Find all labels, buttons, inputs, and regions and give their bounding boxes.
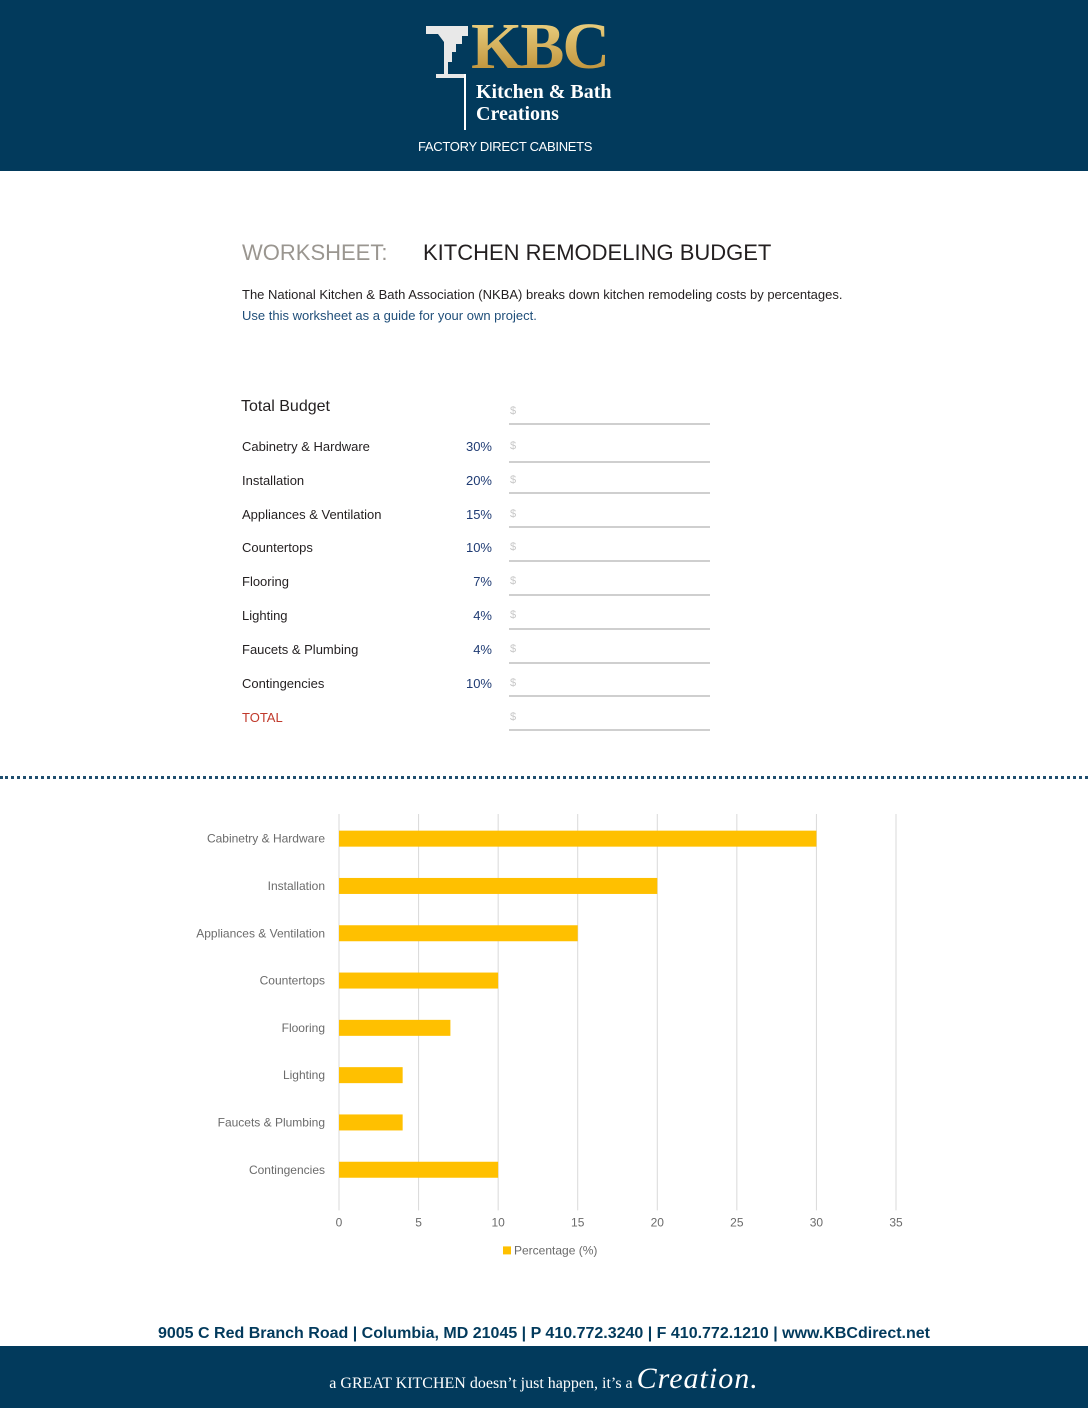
worksheet-label: WORKSHEET: [242, 240, 388, 265]
total-budget-label: Total Budget [241, 398, 330, 415]
intro-text: The National Kitchen & Bath Association (NKBA) breaks down kitchen remodeling costs by percentages. [242, 287, 843, 302]
currency-symbol: $ [510, 405, 517, 417]
budget-row-input-line[interactable] [509, 526, 710, 528]
currency-symbol: $ [510, 677, 517, 689]
chart-tick-label: 15 [571, 1215, 585, 1230]
chart-tick-label: 5 [415, 1215, 422, 1230]
budget-row-label: Countertops [242, 540, 313, 555]
budget-row-percent: 4% [473, 642, 492, 657]
chart-tick-label: 10 [491, 1215, 505, 1230]
budget-row-label: Lighting [242, 608, 288, 623]
chart-category-label: Installation [267, 878, 325, 893]
budget-row-input-line[interactable] [509, 594, 710, 596]
chart-bar [339, 1114, 403, 1130]
slogan-script-text: Creation. [636, 1362, 759, 1395]
chart-tick-label: 25 [730, 1215, 744, 1230]
budget-row-label: Installation [242, 473, 305, 488]
chart-category-label: Cabinetry & Hardware [206, 831, 325, 846]
currency-symbol: $ [510, 508, 517, 520]
budget-row-percent: 15% [465, 507, 492, 522]
chart-category-label: Flooring [281, 1020, 325, 1035]
budget-row-input-line[interactable] [509, 628, 710, 630]
intro-guide-text: Use this worksheet as a guide for your own project. [242, 308, 537, 323]
total-budget-input-line[interactable] [509, 423, 710, 425]
footer-slogan [0, 1362, 1088, 1396]
header-banner [0, 0, 1088, 171]
chart-bar [339, 1162, 498, 1178]
chart-bar [339, 1067, 403, 1083]
chart-bar [339, 973, 498, 989]
slogan-text: a GREAT KITCHEN doesn’t just happen, it’s a [329, 1375, 633, 1392]
currency-symbol: $ [510, 440, 517, 452]
budget-row-input-line[interactable] [509, 560, 710, 562]
chart-legend-label: Percentage (%) [514, 1243, 598, 1258]
chart-category-label: Contingencies [248, 1162, 325, 1177]
logo-subtitle-line2: Creations [476, 103, 559, 125]
budget-row-percent: 10% [465, 540, 492, 555]
contact-address: 9005 C Red Branch Road | Columbia, MD 21045 | P 410.772.3240 | F 410.772.1210 | www.KBCdirect.net [157, 1325, 930, 1342]
chart-bar [339, 925, 578, 941]
budget-row-input-line[interactable] [509, 662, 710, 664]
chart-tick-label: 30 [809, 1215, 824, 1230]
chart-category-label: Lighting [282, 1068, 325, 1083]
total-row-label: TOTAL [242, 710, 283, 725]
budget-row-percent: 4% [473, 608, 492, 623]
logo-subtitle-line1: Kitchen & Bath [476, 81, 612, 103]
chart-tick-label: 0 [335, 1215, 343, 1230]
chart-bar [339, 831, 816, 847]
chart-category-label: Countertops [259, 973, 325, 988]
budget-row-label: Flooring [242, 574, 289, 589]
chart-tick-label: 20 [650, 1215, 664, 1230]
logo-divider [464, 74, 466, 130]
currency-symbol: $ [510, 643, 517, 655]
budget-row-input-line[interactable] [509, 695, 710, 697]
currency-symbol: $ [510, 711, 517, 723]
budget-row-label: Appliances & Ventilation [242, 507, 382, 522]
kbc-logo [418, 10, 636, 157]
budget-row-label: Contingencies [242, 676, 325, 691]
budget-row-label: Cabinetry & Hardware [242, 439, 370, 454]
section-divider [0, 776, 1088, 779]
chart-legend-swatch [503, 1246, 511, 1254]
budget-row-percent: 10% [465, 676, 492, 691]
budget-row-percent: 7% [473, 574, 492, 589]
worksheet-title: KITCHEN REMODELING BUDGET [423, 240, 772, 265]
currency-symbol: $ [510, 541, 517, 553]
chart-bar [339, 878, 657, 894]
currency-symbol: $ [510, 609, 517, 621]
total-row-input-line[interactable] [509, 729, 710, 731]
chart-category-label: Appliances & Ventilation [196, 926, 325, 941]
chart-tick-label: 35 [889, 1215, 903, 1230]
budget-row-label: Faucets & Plumbing [242, 642, 359, 657]
logo-wordmark: KBC [471, 10, 609, 83]
chart-category-label: Faucets & Plumbing [217, 1115, 325, 1130]
currency-symbol: $ [510, 575, 517, 587]
budget-row-input-line[interactable] [509, 492, 710, 494]
budget-row-input-line[interactable] [509, 461, 710, 463]
budget-row-percent: 30% [465, 439, 492, 454]
currency-symbol: $ [510, 474, 517, 486]
chart-bar [339, 1020, 450, 1036]
logo-tagline: FACTORY DIRECT CABINETS [418, 139, 593, 154]
budget-row-percent: 20% [465, 473, 492, 488]
budget-bar-chart [0, 800, 1088, 1260]
